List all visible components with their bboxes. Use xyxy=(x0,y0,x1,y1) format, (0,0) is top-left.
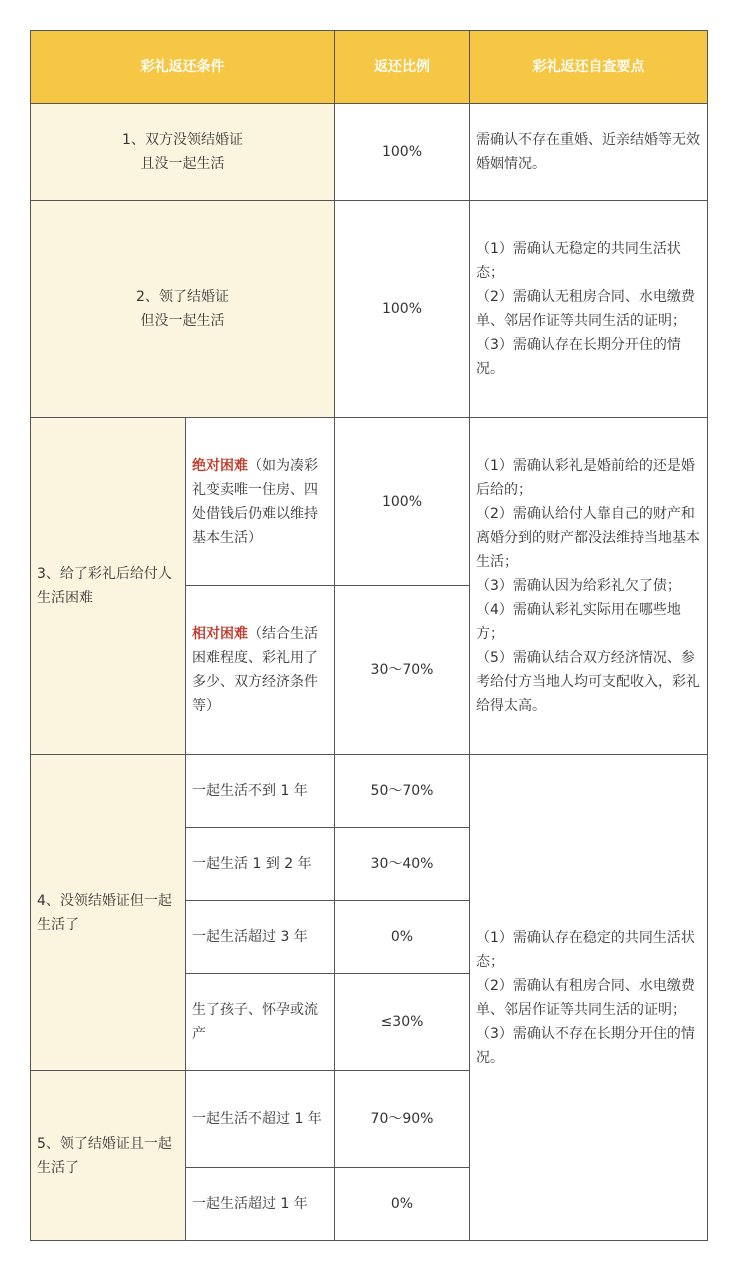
bride-price-table xyxy=(30,30,708,1241)
point-item: （5）需确认结合双方经济情况、参考给付方当地人均可支配收入，彩礼给得太高。 xyxy=(476,650,700,714)
ratio-cell: 30～70% xyxy=(335,586,470,755)
ratio-cell: ≤30% xyxy=(335,974,470,1071)
highlight-label: 绝对困难 xyxy=(192,457,248,474)
table-row xyxy=(31,755,708,828)
condition-cell xyxy=(31,104,335,201)
point-item: （3）需确认存在长期分开住的情况。 xyxy=(476,337,681,377)
sub-condition-cell: 一起生活 1 到 2 年 xyxy=(186,828,335,901)
point-item: （1）需确认无稳定的共同生活状态； xyxy=(476,241,681,281)
ratio-cell: 50～70% xyxy=(335,755,470,828)
points-cell xyxy=(470,201,708,418)
condition-cell: 5、领了结婚证且一起生活了 xyxy=(31,1071,186,1241)
points-cell: 需确认不存在重婚、近亲结婚等无效婚姻情况。 xyxy=(470,104,708,201)
point-item: （3）需确认不存在长期分开住的情况。 xyxy=(476,1025,695,1066)
header-row xyxy=(31,31,708,104)
header-ratio: 返还比例 xyxy=(335,31,470,104)
points-cell xyxy=(470,418,708,755)
table-row xyxy=(31,201,708,418)
ratio-cell: 100% xyxy=(335,104,470,201)
sub-condition-cell: 一起生活不到 1 年 xyxy=(186,755,335,828)
condition-line: 且没一起生活 xyxy=(140,156,225,172)
point-item: （3）需确认因为给彩礼欠了债； xyxy=(476,578,681,594)
condition-line: 1、双方没领结婚证 xyxy=(122,132,243,148)
point-item: （2）需确认无租房合同、水电缴费单、邻居作证等共同生活的证明； xyxy=(476,289,695,329)
sub-condition-cell: 生了孩子、怀孕或流产 xyxy=(186,974,335,1071)
condition-cell: 4、没领结婚证但一起生活了 xyxy=(31,755,186,1071)
ratio-cell: 100% xyxy=(335,418,470,586)
header-points: 彩礼返还自查要点 xyxy=(470,31,708,104)
sub-condition-cell xyxy=(186,418,335,586)
condition-line: 但没一起生活 xyxy=(140,313,225,329)
condition-line: 2、领了结婚证 xyxy=(136,289,229,305)
point-item: （2）需确认给付人靠自己的财产和离婚分到的财产都没法维持当地基本生活； xyxy=(476,506,700,570)
ratio-cell: 70～90% xyxy=(335,1071,470,1168)
point-item: （1）需确认彩礼是婚前给的还是婚后给的； xyxy=(476,458,695,498)
point-item: （1）需确认存在稳定的共同生活状态； xyxy=(476,929,695,970)
condition-cell xyxy=(31,201,335,418)
points-cell xyxy=(470,755,708,1241)
condition-cell: 3、给了彩礼后给付人生活困难 xyxy=(31,418,186,755)
ratio-cell: 30～40% xyxy=(335,828,470,901)
sub-condition-text: （结合生活困难程度、彩礼用了多少、双方经济条件等） xyxy=(192,626,318,714)
sub-condition-cell: 一起生活超过 1 年 xyxy=(186,1168,335,1241)
ratio-cell: 100% xyxy=(335,201,470,418)
table-row xyxy=(31,418,708,586)
table-row xyxy=(31,104,708,201)
ratio-cell: 0% xyxy=(335,901,470,974)
highlight-label: 相对困难 xyxy=(192,626,248,642)
sub-condition-cell: 一起生活不超过 1 年 xyxy=(186,1071,335,1168)
point-item: （2）需确认有租房合同、水电缴费单、邻居作证等共同生活的证明； xyxy=(476,977,695,1018)
sub-condition-text: （如为凑彩礼变卖唯一住房、四处借钱后仍难以维持基本生活） xyxy=(192,457,318,546)
header-condition: 彩礼返还条件 xyxy=(31,31,335,104)
point-item: （4）需确认彩礼实际用在哪些地方； xyxy=(476,602,681,642)
ratio-cell: 0% xyxy=(335,1168,470,1241)
sub-condition-cell xyxy=(186,586,335,755)
sub-condition-cell: 一起生活超过 3 年 xyxy=(186,901,335,974)
